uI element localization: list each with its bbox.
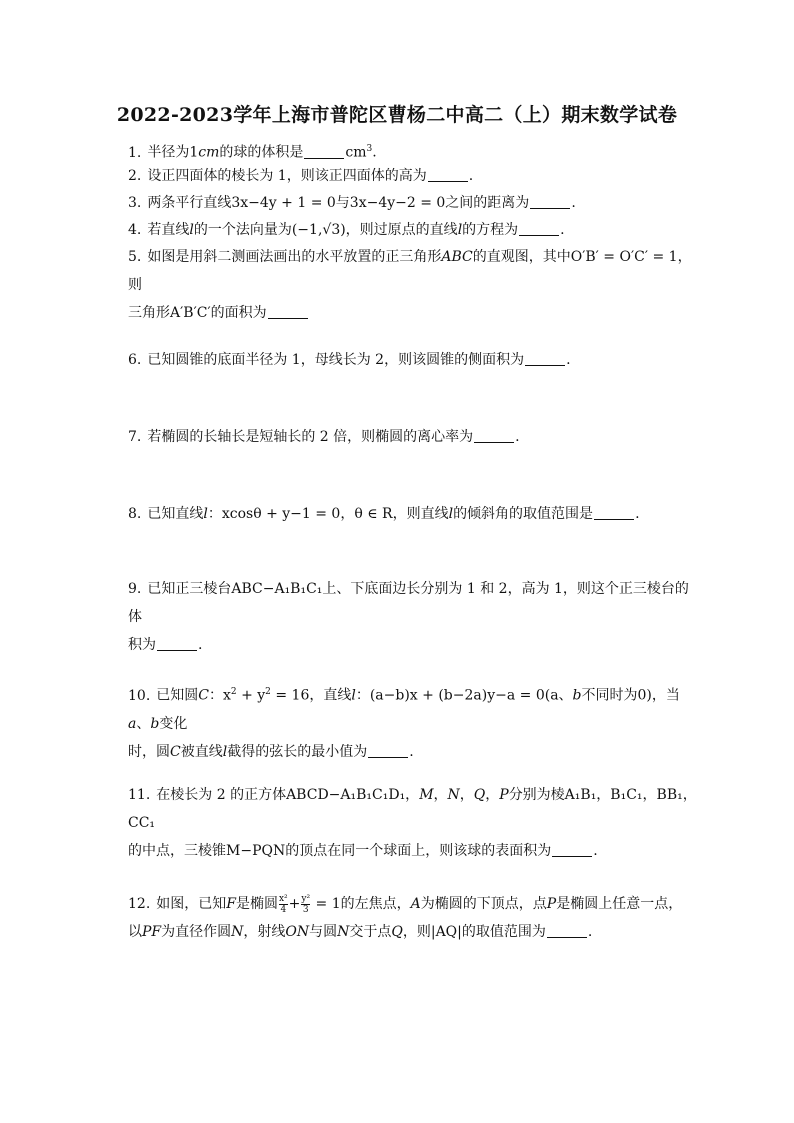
answer-blank (428, 167, 468, 182)
question-9: 9. 已知正三棱台ABC−A₁B₁C₁上、下底面边长分别为 1 和 2，高为 1，则这个正三棱台的体 积为 . (128, 581, 689, 653)
answer-blank (594, 505, 634, 520)
question-5: 5. 如图是用斜二测画法画出的水平放置的正三角形ABC的直观图，其中O′B′ = O′C′ = 1，则 三角形A′B′C′的面积为 (128, 249, 692, 321)
question-3: 3. 两条平行直线3x−4y + 1 = 0与3x−4y−2 = 0之间的距离为 . (128, 195, 576, 211)
fraction-y2-over-3: $\frac{\text{y²}}{3}$ (301, 893, 311, 915)
answer-blank (304, 144, 344, 159)
answer-blank (547, 923, 587, 938)
answer-blank (157, 636, 197, 651)
answer-blank (530, 194, 570, 209)
fraction-x2-over-4: $\frac{\text{x²}}{4}$ (278, 893, 288, 915)
page-title: 2022-2023学年上海市普陀区曹杨二中高二（上）期末数学试卷 (116, 104, 678, 126)
question-10: 10. 已知圆C：$x^2 + y^2 = 16$，直线l：(a−b)x + (b−2a)y−a = 0(a、b不同时为0)，当a、b变化 时，圆C被直线l截得的弦长的最小值为 . (128, 687, 680, 760)
answer-blank (268, 304, 308, 319)
question-1: 1. 半径为1cm的球的体积是 $cm^3$. (128, 144, 377, 161)
answer-blank (519, 221, 559, 236)
question-8: 8. 已知直线l：xcosθ + y−1 = 0，θ ∈ R，则直线l的倾斜角的取值范围是 . (128, 506, 640, 522)
question-2: 2. 设正四面体的棱长为 1，则该正四面体的高为 . (128, 168, 474, 184)
question-12: 12. 如图，已知F是椭圆 $\frac{\text{x²}}{4}$ + $\frac{\text{y²}}{3}$ = 1的左焦点，A为椭圆的下顶点，点P是椭圆上任意一点， 以PF为直径作圆N，射线ON与圆N交于点Q，则|AQ|的取值范围为 . (128, 893, 683, 940)
answer-blank (552, 842, 592, 857)
question-11: 11. 在棱长为 2 的正方体ABCD−A₁B₁C₁D₁，M，N，Q，P分别为棱A₁B₁，B₁C₁，BB₁，CC₁ 的中点，三棱锥M−PQN的顶点在同一个球面上，则该球的表面积为 . (128, 787, 697, 859)
question-7: 7. 若椭圆的长轴长是短轴长的 2 倍，则椭圆的离心率为 . (128, 429, 520, 445)
question-6: 6. 已知圆锥的底面半径为 1，母线长为 2，则该圆锥的侧面积为 . (128, 352, 571, 368)
question-4: 4. 若直线l的一个法向量为(−1,√3)，则过原点的直线l的方程为 . (128, 222, 565, 238)
answer-blank (474, 428, 514, 443)
answer-blank (525, 351, 565, 366)
answer-blank (368, 743, 408, 758)
